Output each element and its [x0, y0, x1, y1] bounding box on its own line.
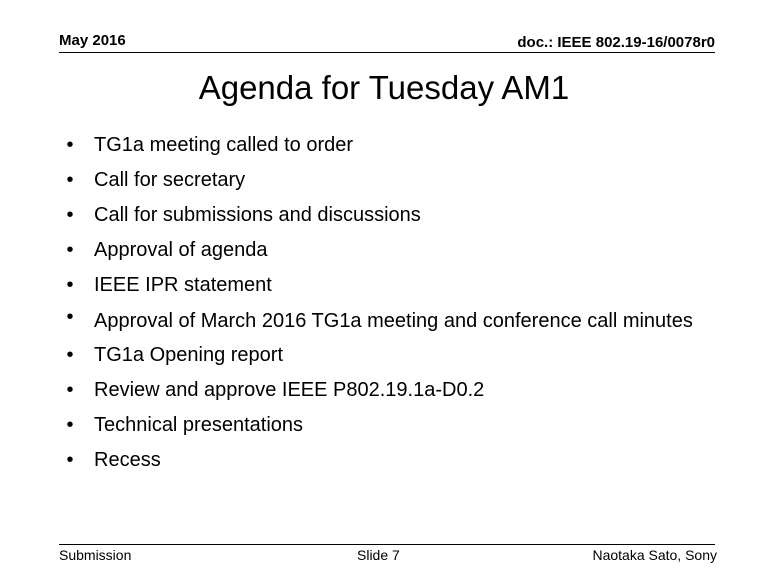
agenda-item-text: Technical presentations [94, 414, 304, 436]
bullet-icon: • [66, 306, 74, 328]
agenda-item-text: IEEE IPR statement [94, 274, 272, 296]
agenda-item [60, 128, 710, 163]
bullet-icon: • [66, 274, 74, 296]
agenda-item-text: Call for secretary [94, 169, 246, 191]
footer-author: Naotaka Sato, Sony [592, 547, 717, 563]
agenda-item [60, 163, 710, 198]
agenda-item [60, 443, 710, 478]
footer-slide-number: Slide 7 [357, 547, 400, 563]
agenda-item-text: Approval of March 2016 TG1a meeting and conference call minutes [94, 310, 693, 332]
bullet-icon: • [66, 414, 74, 436]
agenda-item-text: TG1a Opening report [94, 344, 283, 366]
agenda-item [60, 198, 710, 233]
agenda-list [60, 128, 710, 478]
agenda-item [60, 338, 710, 373]
bullet-icon: • [66, 344, 74, 366]
bullet-icon: • [66, 449, 74, 471]
agenda-item [60, 233, 710, 268]
bullet-icon: • [66, 169, 74, 191]
agenda-item-text: Recess [94, 449, 161, 471]
agenda-item [60, 408, 710, 443]
footer-divider [59, 544, 715, 545]
agenda-item-text: TG1a meeting called to order [94, 134, 354, 156]
agenda-item-text: Call for submissions and discussions [94, 204, 421, 226]
agenda-item [60, 268, 710, 303]
bullet-icon: • [66, 379, 74, 401]
bullet-icon: • [66, 239, 74, 261]
agenda-item [60, 303, 710, 338]
footer-submission: Submission [59, 547, 132, 563]
agenda-item-text: Approval of agenda [94, 239, 268, 261]
agenda-item-text: Review and approve IEEE P802.19.1a-D0.2 [94, 379, 485, 401]
bullet-icon: • [66, 134, 74, 156]
header-doc-id: doc.: IEEE 802.19-16/0078r0 [517, 34, 715, 51]
slide-title: Agenda for Tuesday AM1 [198, 69, 570, 106]
header-date: May 2016 [59, 32, 126, 49]
agenda-item [60, 373, 710, 408]
bullet-icon: • [66, 204, 74, 226]
header-divider [59, 52, 715, 53]
